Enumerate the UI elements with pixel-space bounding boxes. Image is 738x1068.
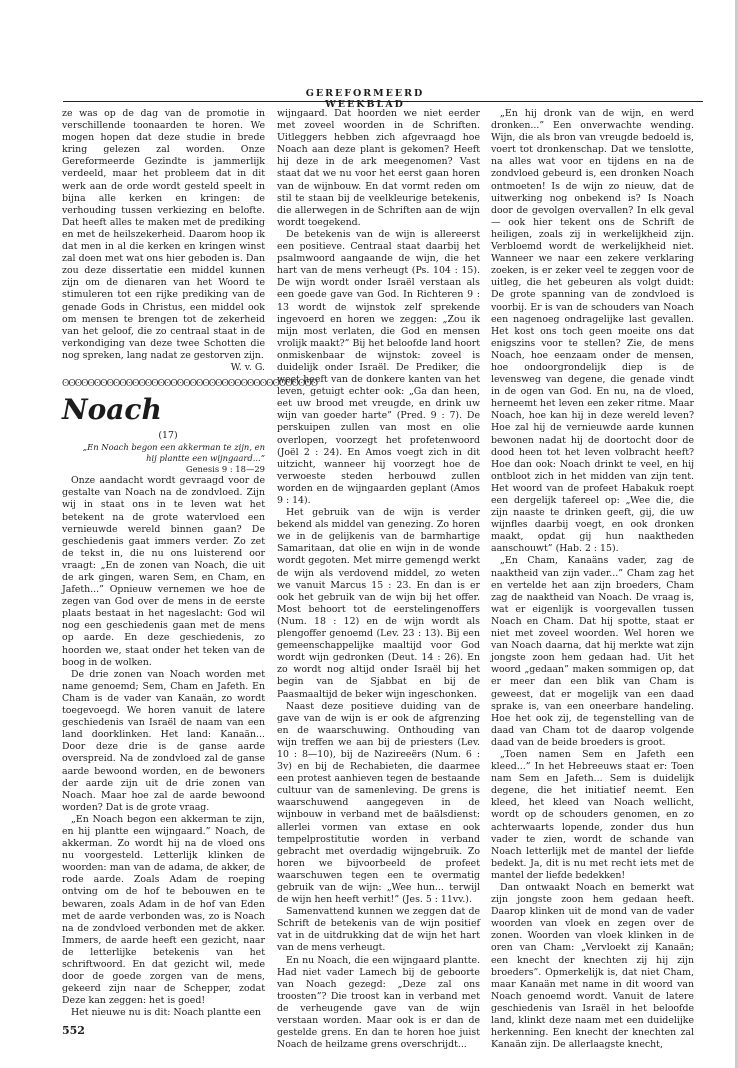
running-header: GEREFORMEERD WEEKBLAD — [305, 88, 425, 110]
paragraph: „En Noach begon een akkerman te zijn, en hij plantte een wijngaard.” Noach, de akkerman. Zo wordt hij na de vloed ons nu voorgesteld. Letterlijk klinken de woorden: man van de adama, de akker, de rode aarde. Zoals Adam de roeping ontving om de hof te bebouwen en te bewaren, zoals Adam in de hof van Eden met de aarde verbonden was, zo is Noach na de zondvloed verbonden met de akker. Immers, de aarde heeft een gezicht, naar de letterlijke betekenis van het schriftwoord. En dat gezicht wil, mede door de goede zorgen van de mens, gekeerd zijn naar de Schepper, zodat Deze kan zeggen: het is goed! — [62, 813, 265, 1007]
paragraph: Het gebruik van de wijn is verder bekend als middel van genezing. Zo horen we in de gelijkenis van de barmhartige Samaritaan, dat olie en wijn in de wonde wordt gegoten. Met mirre gemengd werkt de wijn als verdovend middel, zo weten we vanuit Marcus 15 : 23. En dan is er ook het gebruik van de wijn bij het offer. Most behoort tot de eerstelingenoffers (Num. 18 : 12) en de wijn wordt als plengoffer genoemd (Lev. 23 : 13). Bij een gemeenschappelijke maaltijd voor God wordt wijn gedronken (Deut. 14 : 26). En zo wordt nog altijd onder Israël bij het begin van de Sjabbat en bij de Paasmaaltijd de beker wijn ingeschonken. — [277, 507, 480, 700]
page-number: 552 — [62, 1024, 85, 1037]
paragraph: Samenvattend kunnen we zeggen dat de Schrift de betekenis van de wijn positief vat in de uitdrukking dat de wijn het hart van de mens verheugt. — [277, 906, 480, 954]
article-title: Noach — [62, 393, 162, 427]
paragraph: De drie zonen van Noach worden met name genoemd; Sem, Cham en Jafeth. En Cham is de vader van Kanaän, zo wordt toegevoegd. We horen vanuit de latere geschiedenis van Israël de naam van een land doorklinken. Het land: Kanaän... Door deze drie is de ganse aarde overspreid. Na de zondvloed zal de ganse aarde bewoond worden, en de bewoners der aarde zijn uit de drie zonen van Noach. Maar hoe zal de aarde bewoond worden? Dat is de grote vraag. — [62, 668, 265, 813]
paragraph: „En hij dronk van de wijn, en werd dronken...” Een onverwachte wending. Wijn, die als bron van vreugde bedoeld is, voert tot dronkenschap. Dat we tenslotte, na alles wat voor en tijdens en na de zondvloed gebeurd is, een dronken Noach ontmoeten! Is de wijn zo nieuw, dat de uitwerking nog onbekend is? Is Noach door de gevolgen overvallen? In elk geval — ook hier tekent ons de Schrift de heiligen, zoals zij in werkelijkheid zijn. Verbloemd wordt de werkelijkheid niet. Wanneer we naar een zekere verklaring zoeken, is er zeker veel te zeggen voor de uitleg, die het gebeuren als volgt duidt: De grote spanning van de zondvloed is voorbij. Er is van de schouders van Noach een nagenoeg ondragelijke last gevallen. Het kost ons toch geen moeite ons dat enigszins voor te stellen? Zie, de mens Noach, hoe eenzaam onder de mensen, hoe ondoorgrondelijk diep is de levensweg van degene, die genade vindt in de ogen van God. En nu, na de vloed, herneemt het leven een zeker ritme. Maar Noach, hoe kan hij in deze wereld leven? Hoe zal hij de vernieuwde aarde kunnen bewonen nadat hij de doortocht door de dood heen tot het leven volbracht heeft? Hoe dan ook: Noach drinkt te veel, en hij ontbloot zich in het midden van zijn tent. Het woord van de profeet Habakuk roept een dergelijk tafereel op: „Wee die, die zijn naaste te drinken geeft, gij, die uw wijnfles daarbij voegt, en ook dronken maakt, opdat gij hun naaktheden aanschouwt” (Hab. 2 : 15). — [491, 108, 694, 555]
paragraph: wijngaard. Dat hoorden we niet eerder met zoveel woorden in de Schriften. Uitleggers hebben zich afgevraagd hoe Noach aan deze plant is gekomen? Heeft hij deze in de ark meegenomen? Vast staat dat we nu voor het eerst gaan horen van de wijnbouw. En dat vormt reden om stil te staan bij de veelkleurige betekenis, die allerwegen in de Schriften aan de wijn wordt toegekend. — [277, 108, 480, 228]
paragraph: „Toen namen Sem en Jafeth een kleed...” In het Hebreeuws staat er: Toen nam Sem en Jafeth... Sem is duidelijk degene, die het initiatief neemt. Een kleed, het kleed van Noach wellicht, wordt op de schouders genomen, en zo achterwaarts lopende, zonder dus hun vader te zien, wordt de schande van Noach letterlijk met de mantel der liefde bedekt. Ja, dit is nu met recht iets met de mantel der liefde bedekken! — [491, 748, 694, 881]
paragraph: De betekenis van de wijn is allereerst een positieve. Centraal staat daarbij het psalmwoord aangaande de wijn, die het hart van de mens verheugt (Ps. 104 : 15). De wijn wordt onder Israël verstaan als een goede gave van God. In Richteren 9 : 13 wordt de wijnstok zelf sprekende ingevoerd en horen we zeggen: „Zou ik mijn most verlaten, die God en mensen vrolijk maakt?” Bij het beloofde land hoort onmiskenbaar de wijnstok: zoveel is duidelijk onder Israël. De Prediker, die weet heeft van de donkere kanten van het leven, getuigt echter ook: „Ga dan heen, eet uw brood met vreugde, en drink uw wijn van goeder harte” (Pred. 9 : 7). De perskuipen zullen van most en olie overlopen, voorzegt het profetenwoord (Joël 2 : 24). En Amos voegt zich in dit uitzicht, wanneer hij voorzegt hoe de verwoeste steden herbouwd zullen worden en de wijngaarden geplant (Amos 9 : 14). — [277, 228, 480, 506]
paragraph: Het nieuwe nu is dit: Noach plantte een — [71, 1007, 261, 1019]
article-number: (17) — [158, 430, 178, 442]
column-3 — [491, 108, 694, 1051]
header-rule — [63, 101, 703, 102]
motto-reference: Genesis 9 : 18—29 — [185, 464, 265, 475]
paragraph: „En Cham, Kanaäns vader, zag de naaktheid van zijn vader...” Cham zag het en vertelde het aan zijn broeders, Cham zag de naaktheid van Noach. De vraag is, wat er eigenlijk is voorgevallen tussen Noach en Cham. Dat hij spotte, staat er niet met zoveel woorden. Wel horen we van Noach daarna, dat hij merkte wat zijn jongste zoon hem gedaan had. Uit het woord „gedaan” maken sommigen op, dat er meer dan een blik van Cham is geweest, dat er mogelijk van een daad sprake is, van een oneerbare handeling. Hoe het ook zij, de tegenstelling van de daad van Cham tot de daarop volgende daad van de beide broeders is groot. — [491, 555, 694, 748]
author-signature: W. v. G. — [230, 361, 265, 373]
paragraph: Dan ontwaakt Noach en bemerkt wat zijn jongste zoon hem gedaan heeft. Daarop klinken uit de mond van de vader woorden van vloek en zegen over de zonen. Woorden van vloek klinken in de oren van Cham: „Vervloekt zij Kanaän; een knecht der knechten zij hij zijn broeders”. Opmerkelijk is, dat niet Cham, maar Kanaän met name in dit woord van Noach genoemd wordt. Vanuit de latere geschiedenis van Israël in het beloofde land, klinkt deze naam met een duidelijke herkenning. Een knecht der knechten zal Kanaän zijn. De allerlaagste knecht, — [491, 882, 694, 1051]
column-1 — [62, 108, 318, 1019]
paragraph: Naast deze positieve duiding van de gave van de wijn is er ook de afgrenzing en de waarschuwing. Onthouding van wijn treffen we aan bij de priesters (Lev. 10 : 8—10), bij de Nazireeërs (Num. 6 : 3v) en bij de Rechabieten, die daarmee een protest aanhieven tegen de bestaande cultuur van de samenleving. De grens is waarschuwend aangegeven in de wijnbouw in verband met de baälsdienst: allerlei vormen van extase en ook tempelprostitutie worden in verband gebracht met overdadig wijngebruik. Zo horen we bijvoorbeeld de profeet waarschuwen tegen een te overmatig gebruik van de wijn: „Wee hun... terwijl de wijn hen heeft verhit!” (Jes. 5 : 11vv.). — [277, 700, 480, 906]
paragraph: Onze aandacht wordt gevraagd voor de gestalte van Noach na de zondvloed. Zijn wij in staat ons in te leven wat het betekent na de grote watervloed een vernieuwde wereld binnen gaan? De geschiedenis gaat immers verder. Zo zet de tekst in, die nu ons luisterend oor vraagt: „En de zonen van Noach, die uit de ark gingen, waren Sem, en Cham, en Jafeth...” Opnieuw vernemen we hoe de zegen van God over de mens in de eerste plaats bestaat in het nageslacht: God wil nog een geschiedenis gaan met de mens op aarde. En deze geschiedenis, zo hoorden we, staat onder het teken van de boog in de wolken. — [62, 475, 265, 668]
ornamental-divider: ʘʘʘʘʘʘʘʘʘʘʘʘʘʘʘʘʘʘʘʘʘʘʘʘʘʘʘʘʘʘʘʘʘʘʘʘʘʘʘʘ — [62, 379, 318, 390]
intro-paragraph: ze was op de dag van de promotie in verschillende toonaarden te horen. We mogen hopen dat deze studie in brede kring gelezen zal worden. Onze Gereformeerde Gezindte is jammerlijk verdeeld, maar het probleem dat in dit werk aan de orde wordt gesteld speelt in bijna alle kerken en kringen: de verhouding tussen verkiezing en belofte. Dat heeft alles te maken met de prediking en met de heilszekerheid. Daarom hoop ik dat men in al die kerken en kringen winst zal doen met wat ons hier geboden is. Dan zou deze dissertatie een middel kunnen zijn om de dienaren van het Woord te stimuleren tot een rijke prediking van de genade Gods in Christus, een middel ook om mensen te brengen tot de zekerheid van het geloof, die zo centraal staat in de verkondiging van deze twee Schotten die nog spreken, lang nadat ze gestorven zijn. — [62, 108, 265, 361]
motto-quote: „En Noach begon een akkerman te zijn, en hij plantte een wijngaard...” — [82, 442, 265, 463]
paragraph: En nu Noach, die een wijngaard plantte. Had niet vader Lamech bij de geboorte van Noach gezegd: „Deze zal ons troosten”? Die troost kan in verband met de verheugende gave van de wijn verstaan worden. Maar ook is er dan de gestelde grens. En dan te horen hoe juist Noach de heilzame grens overschrijdt... — [277, 954, 480, 1051]
column-2 — [277, 108, 480, 1051]
